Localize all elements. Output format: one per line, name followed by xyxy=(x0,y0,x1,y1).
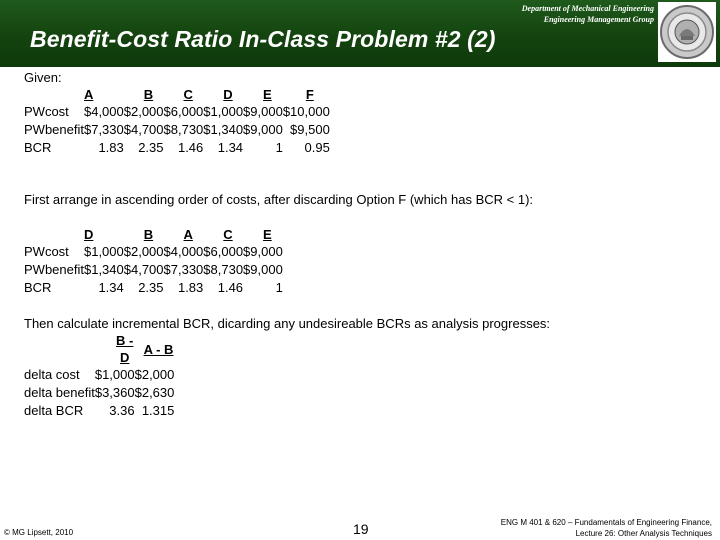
table-cell: $4,000 xyxy=(83,104,124,119)
table-row xyxy=(24,121,330,139)
table-cell: 1.34 xyxy=(98,280,124,295)
table-cell: 3.36 xyxy=(109,403,135,418)
table-cell: $7,330 xyxy=(163,262,204,277)
table-cell: $9,000 xyxy=(243,244,283,259)
table-cell: $9,000 xyxy=(243,104,283,119)
table-cell: $9,500 xyxy=(290,122,330,137)
table-cell: $9,000 xyxy=(243,122,283,137)
incremental-col-header: B - D xyxy=(116,333,134,365)
table-cell: 1.46 xyxy=(177,140,204,155)
table-cell: 1.34 xyxy=(217,140,244,155)
table-cell: $1,000 xyxy=(83,244,124,259)
row-label: PWcost xyxy=(24,104,69,119)
arranged-table xyxy=(24,226,283,297)
row-label: PWbenefit xyxy=(24,262,84,277)
incremental-label: Then calculate incremental BCR, dicarding any undesireable BCRs as analysis progresses: xyxy=(24,316,551,331)
row-label: PWcost xyxy=(24,244,69,259)
row-label: delta cost xyxy=(24,367,80,382)
table-cell: $1,340 xyxy=(83,262,124,277)
row-label: delta benefit xyxy=(24,385,95,400)
given-col-header: B xyxy=(143,87,154,102)
page-title: Benefit-Cost Ratio In-Class Problem #2 (2) xyxy=(30,26,496,52)
arranged-col-header: B xyxy=(143,227,154,242)
table-row xyxy=(24,366,174,384)
table-cell: 0.95 xyxy=(304,140,330,155)
table-cell: $2,630 xyxy=(134,385,175,400)
table-row xyxy=(24,261,283,279)
incremental-col-header: A - B xyxy=(143,341,174,357)
given-col-header: A xyxy=(83,87,94,102)
table-row xyxy=(24,402,174,420)
course-line-2: Lecture 26: Other Analysis Techniques xyxy=(575,529,712,538)
row-label: delta BCR xyxy=(24,403,84,418)
table-cell: $1,000 xyxy=(94,367,135,382)
table-cell: 2.35 xyxy=(138,140,164,155)
table-cell: $2,000 xyxy=(134,367,175,382)
row-label: BCR xyxy=(24,140,52,155)
table-cell: $2,000 xyxy=(123,104,164,119)
arranged-col-header: A xyxy=(183,227,193,242)
table-cell: 1.46 xyxy=(217,280,244,295)
university-seal-icon xyxy=(658,2,716,62)
table-cell: $1,340 xyxy=(203,122,244,137)
given-col-header: D xyxy=(223,87,233,102)
course-info xyxy=(501,517,712,539)
table-cell: 1 xyxy=(275,280,283,295)
arranged-col-header: C xyxy=(223,227,233,242)
table-row xyxy=(24,384,174,402)
table-cell: $1,000 xyxy=(203,104,244,119)
incremental-header-row xyxy=(24,332,174,366)
table-cell: $3,360 xyxy=(94,385,135,400)
table-cell: $8,730 xyxy=(163,122,204,137)
table-cell: $4,700 xyxy=(123,122,164,137)
table-row xyxy=(24,243,283,261)
table-cell: $4,000 xyxy=(163,244,204,259)
table-cell: 2.35 xyxy=(138,280,164,295)
page-number: 19 xyxy=(353,521,369,537)
given-col-header: C xyxy=(183,87,193,102)
department-line-1: Department of Mechanical Engineering xyxy=(521,4,654,13)
department-label xyxy=(522,3,654,25)
table-cell: 1.83 xyxy=(177,280,204,295)
table-row xyxy=(24,279,283,297)
table-cell: 1.83 xyxy=(98,140,124,155)
given-col-header: E xyxy=(263,87,272,102)
table-cell: $9,000 xyxy=(243,262,283,277)
given-col-header: F xyxy=(305,87,314,102)
row-label: PWbenefit xyxy=(24,122,84,137)
incremental-table xyxy=(24,332,174,420)
copyright-text: © MG Lipsett, 2010 xyxy=(4,528,74,537)
table-cell: $8,730 xyxy=(203,262,244,277)
given-label: Given: xyxy=(24,70,62,85)
course-line-1: ENG M 401 & 620 – Fundamentals of Engineering Finance, xyxy=(500,518,712,527)
arranged-header-row xyxy=(24,226,283,243)
table-cell: $6,000 xyxy=(203,244,244,259)
table-cell: $4,700 xyxy=(123,262,164,277)
table-row xyxy=(24,103,330,121)
table-row xyxy=(24,139,330,157)
arranged-col-header: D xyxy=(83,227,94,242)
table-cell: $2,000 xyxy=(123,244,164,259)
header-bar xyxy=(0,0,720,67)
table-cell: 1.315 xyxy=(141,403,175,418)
given-header-row xyxy=(24,86,330,103)
table-cell: $7,330 xyxy=(83,122,124,137)
table-cell: $6,000 xyxy=(163,104,204,119)
given-table xyxy=(24,86,330,157)
row-label: BCR xyxy=(24,280,52,295)
table-cell: 1 xyxy=(275,140,283,155)
department-line-2: Engineering Management Group xyxy=(543,15,654,24)
arranged-col-header: E xyxy=(263,227,272,242)
table-cell: $10,000 xyxy=(282,104,330,119)
arranged-label: First arrange in ascending order of costs, after discarding Option F (which has BCR < 1): xyxy=(24,192,534,207)
